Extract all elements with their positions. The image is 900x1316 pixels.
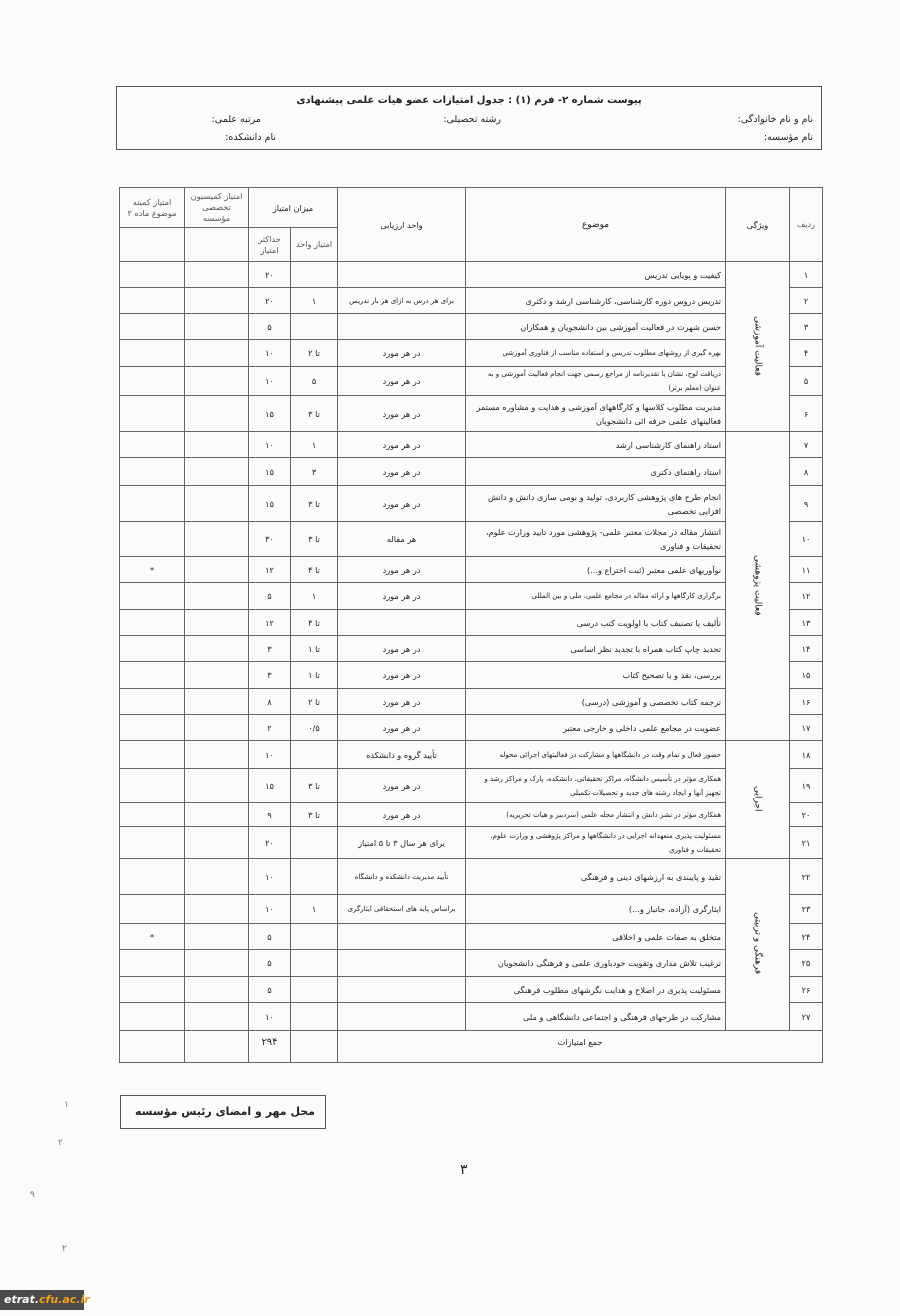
table-row xyxy=(120,950,823,977)
row-max-score: ۵ xyxy=(249,950,291,977)
row-max-score: ۱۵ xyxy=(249,769,291,803)
header-evaluation-unit: واحد ارزیابی xyxy=(338,188,466,262)
row-max-score: ۱۰ xyxy=(249,741,291,769)
row-article2-score[interactable] xyxy=(120,977,185,1003)
table-row xyxy=(120,367,823,396)
row-article2-score[interactable] xyxy=(120,1003,185,1031)
row-article2-score[interactable]: * xyxy=(120,924,185,950)
row-number: ۹ xyxy=(790,486,823,522)
row-unit: در هر مورد xyxy=(338,367,466,396)
row-unit-score: تا ۲ xyxy=(291,340,338,367)
watermark-suffix: cfu.ac.ir xyxy=(39,1293,90,1306)
row-number: ۲۷ xyxy=(790,1003,823,1031)
table-row xyxy=(120,662,823,689)
header-article2-committee: امتیاز کمیته موضوع ماده ۲ xyxy=(120,188,185,228)
category-educational: فعالیت آموزشی xyxy=(726,262,790,432)
row-committee-score[interactable] xyxy=(185,924,249,950)
row-topic: متخلق به صفات علمی و اخلاقی xyxy=(466,924,726,950)
category-executive: اجرایی xyxy=(726,741,790,859)
row-max-score: ۲۰ xyxy=(249,262,291,288)
row-unit-score: تا ۱ xyxy=(291,636,338,662)
row-committee-score[interactable] xyxy=(185,950,249,977)
row-topic: تجدید چاپ کتاب همراه با تجدید نظر اساسی xyxy=(466,636,726,662)
academic-rank-field: مرتبه علمی: xyxy=(211,114,261,125)
table-row xyxy=(120,486,823,522)
row-article2-score[interactable] xyxy=(120,486,185,522)
row-topic: مسئولیت پذیری متعهدانه اجرایی در دانشگاهها و مراکز پژوهشی و وزارت علوم، تحقیقات و فناوری xyxy=(466,827,726,859)
row-max-score: ۱۰ xyxy=(249,859,291,895)
row-number: ۱ xyxy=(790,262,823,288)
row-unit-score: تا ۴ xyxy=(291,610,338,636)
row-article2-score[interactable] xyxy=(120,340,185,367)
row-max-score: ۳۰ xyxy=(249,522,291,557)
row-committee-score[interactable] xyxy=(185,827,249,859)
total-row xyxy=(120,1031,823,1063)
row-committee-score[interactable] xyxy=(185,557,249,583)
row-article2-score[interactable] xyxy=(120,522,185,557)
margin-mark: ۹ xyxy=(30,1190,35,1200)
row-topic: تقید و پایبندی به ارزشهای دینی و فرهنگی xyxy=(466,859,726,895)
row-number: ۱۸ xyxy=(790,741,823,769)
row-unit-score: ۱ xyxy=(291,432,338,458)
row-number: ۷ xyxy=(790,432,823,458)
row-number: ۲ xyxy=(790,288,823,314)
row-unit: هر مقاله xyxy=(338,522,466,557)
category-research: فعالیت پژوهشی xyxy=(726,432,790,741)
row-max-score: ۱۰ xyxy=(249,367,291,396)
row-unit xyxy=(338,924,466,950)
row-unit-score xyxy=(291,977,338,1003)
row-number: ۱۷ xyxy=(790,715,823,741)
row-committee-score[interactable] xyxy=(185,262,249,288)
row-number: ۳ xyxy=(790,314,823,340)
table-row xyxy=(120,636,823,662)
table-row xyxy=(120,583,823,610)
row-article2-score[interactable] xyxy=(120,432,185,458)
header-topic: موضوع xyxy=(466,188,726,262)
row-article2-score[interactable] xyxy=(120,689,185,715)
table-row xyxy=(120,715,823,741)
row-unit-score xyxy=(291,924,338,950)
table-row xyxy=(120,458,823,486)
row-max-score: ۲۰ xyxy=(249,827,291,859)
row-committee-score[interactable] xyxy=(185,689,249,715)
row-number: ۲۰ xyxy=(790,803,823,827)
row-unit xyxy=(338,977,466,1003)
row-committee-score[interactable] xyxy=(185,636,249,662)
row-article2-score[interactable] xyxy=(120,662,185,689)
row-article2-score[interactable]: * xyxy=(120,557,185,583)
row-unit: در هر مورد xyxy=(338,432,466,458)
table-row xyxy=(120,924,823,950)
row-unit xyxy=(338,1003,466,1031)
row-unit: در هر مورد xyxy=(338,458,466,486)
table-row xyxy=(120,522,823,557)
row-topic: مسئولیت پذیری در اصلاح و هدایت نگرشهای مطلوب فرهنگی xyxy=(466,977,726,1003)
row-max-score: ۳ xyxy=(249,636,291,662)
row-topic: بررسی، نقد و یا تصحیح کتاب xyxy=(466,662,726,689)
row-committee-score[interactable] xyxy=(185,583,249,610)
row-topic: برگزاری کارگاهها و ارائه مقاله در مجامع علمی، ملی و بین المللی xyxy=(466,583,726,610)
row-max-score: ۳ xyxy=(249,662,291,689)
row-topic: استاد راهنمای دکتری xyxy=(466,458,726,486)
row-committee-score[interactable] xyxy=(185,458,249,486)
row-unit: در هر مورد xyxy=(338,583,466,610)
table-row xyxy=(120,689,823,715)
table-row xyxy=(120,340,823,367)
row-committee-score[interactable] xyxy=(185,314,249,340)
table-row xyxy=(120,432,823,458)
row-unit-score: تا ۳ xyxy=(291,396,338,432)
row-topic: ایثارگری (آزاده، جانباز و...) xyxy=(466,895,726,924)
row-unit: در هر مورد xyxy=(338,689,466,715)
row-topic: مشارکت در طرحهای فرهنگی و اجتماعی دانشگاهی و ملی xyxy=(466,1003,726,1031)
signature-box: محل مهر و امضای رئیس مؤسسه xyxy=(120,1095,326,1129)
row-unit-score: تا ۳ xyxy=(291,803,338,827)
row-max-score: ۵ xyxy=(249,924,291,950)
row-unit-score xyxy=(291,262,338,288)
row-unit-score xyxy=(291,1003,338,1031)
row-topic: نوآوریهای علمی معتبر (ثبت اختراع و...) xyxy=(466,557,726,583)
row-unit-score xyxy=(291,741,338,769)
row-topic: استاد راهنمای کارشناسی ارشد xyxy=(466,432,726,458)
row-committee-score[interactable] xyxy=(185,662,249,689)
row-unit-score: تا ۳ xyxy=(291,486,338,522)
row-unit-score: ۵ xyxy=(291,367,338,396)
row-unit xyxy=(338,610,466,636)
row-unit-score xyxy=(291,950,338,977)
total-article2-score[interactable] xyxy=(120,1031,185,1063)
row-unit: برای هر سال ۳ تا ۵ امتیاز xyxy=(338,827,466,859)
row-committee-score[interactable] xyxy=(185,610,249,636)
row-topic: همکاری مؤثر در تأسیس دانشگاه، مراکز تحقیقاتی، دانشکده، پارک و مراکز رشد و تجهیز آنها و ایجاد رشته های جدید و تحصیلات تکمیلی xyxy=(466,769,726,803)
table-row xyxy=(120,1003,823,1031)
table-row xyxy=(120,288,823,314)
category-cultural: فرهنگی و تربیتی xyxy=(726,859,790,1031)
row-committee-score[interactable] xyxy=(185,396,249,432)
row-max-score: ۱۵ xyxy=(249,396,291,432)
row-max-score: ۱۵ xyxy=(249,458,291,486)
row-unit: در هر مورد xyxy=(338,803,466,827)
row-article2-score[interactable] xyxy=(120,803,185,827)
row-unit-score: ۳ xyxy=(291,458,338,486)
table-row xyxy=(120,314,823,340)
header-empty xyxy=(120,228,185,262)
row-article2-score[interactable] xyxy=(120,610,185,636)
row-committee-score[interactable] xyxy=(185,895,249,924)
row-max-score: ۱۰ xyxy=(249,1003,291,1031)
row-unit: برای هر درس به ازای هر بار تدریس xyxy=(338,288,466,314)
row-number: ۱۵ xyxy=(790,662,823,689)
row-committee-score[interactable] xyxy=(185,340,249,367)
row-committee-score[interactable] xyxy=(185,977,249,1003)
row-unit: در هر مورد xyxy=(338,636,466,662)
row-committee-score[interactable] xyxy=(185,288,249,314)
row-max-score: ۲۰ xyxy=(249,288,291,314)
header-max-score: حداکثر امتیاز xyxy=(249,228,291,262)
row-article2-score[interactable] xyxy=(120,950,185,977)
table-row xyxy=(120,262,823,288)
table-row xyxy=(120,803,823,827)
row-unit: در هر مورد xyxy=(338,769,466,803)
row-number: ۱۲ xyxy=(790,583,823,610)
row-topic: ترغیب تلاش مداری وتقویت خودباوری علمی و فرهنگی دانشجویان xyxy=(466,950,726,977)
row-number: ۲۲ xyxy=(790,859,823,895)
row-topic: کیفیت و پویایی تدریس xyxy=(466,262,726,288)
table-row xyxy=(120,769,823,803)
table-row xyxy=(120,557,823,583)
row-unit: در هر مورد xyxy=(338,486,466,522)
row-topic: بهره گیری از روشهای مطلوب تدریس و استفاده مناسب از فناوری آموزشی xyxy=(466,340,726,367)
row-committee-score[interactable] xyxy=(185,432,249,458)
row-article2-score[interactable] xyxy=(120,396,185,432)
row-unit-score: ۱ xyxy=(291,288,338,314)
table-row xyxy=(120,977,823,1003)
row-max-score: ۵ xyxy=(249,977,291,1003)
row-unit-score xyxy=(291,859,338,895)
row-number: ۱۱ xyxy=(790,557,823,583)
row-unit-score: تا ۲ xyxy=(291,689,338,715)
row-max-score: ۱۰ xyxy=(249,432,291,458)
header-unit-score: امتیاز واحد xyxy=(291,228,338,262)
margin-mark: ۲ xyxy=(62,1244,67,1254)
header-empty xyxy=(185,228,249,262)
row-unit: تأیید گروه و دانشکده xyxy=(338,741,466,769)
row-article2-score[interactable] xyxy=(120,367,185,396)
row-article2-score[interactable] xyxy=(120,583,185,610)
row-committee-score[interactable] xyxy=(185,486,249,522)
row-topic: مدیریت مطلوب کلاسها و کارگاههای آموزشی و هدایت و مشاوره مستمر فعالیتهای علمی حرفه ائی دانشجویان xyxy=(466,396,726,432)
total-unit-empty xyxy=(291,1031,338,1063)
row-max-score: ۱۰ xyxy=(249,895,291,924)
header-score-amount: میزان امتیاز xyxy=(249,188,338,228)
header-specialized-committee: امتیاز کمیسیون تخصصی مؤسسه xyxy=(185,188,249,228)
total-label: جمع امتیازات xyxy=(338,1031,823,1063)
total-max-score: ۲۹۴ xyxy=(249,1031,291,1063)
row-number: ۲۳ xyxy=(790,895,823,924)
row-committee-score[interactable] xyxy=(185,1003,249,1031)
row-unit-score: تا ۴ xyxy=(291,557,338,583)
row-max-score: ۹ xyxy=(249,803,291,827)
header-row-no: ردیف xyxy=(790,188,823,262)
row-unit-score: ۱ xyxy=(291,583,338,610)
row-topic: انجام طرح های پژوهشی کاربردی، تولید و بومی سازی دانش و دانش افزایی تخصصی xyxy=(466,486,726,522)
margin-mark: ۱ xyxy=(64,1100,69,1110)
row-article2-score[interactable] xyxy=(120,895,185,924)
scores-table xyxy=(119,187,823,1063)
row-max-score: ۱۲ xyxy=(249,610,291,636)
row-max-score: ۱۲ xyxy=(249,557,291,583)
table-row xyxy=(120,741,823,769)
table-row xyxy=(120,895,823,924)
row-unit-score xyxy=(291,827,338,859)
margin-mark: ۲ xyxy=(58,1138,63,1148)
row-unit-score: تا ۳ xyxy=(291,769,338,803)
row-max-score: ۸ xyxy=(249,689,291,715)
row-committee-score[interactable] xyxy=(185,803,249,827)
row-number: ۱۹ xyxy=(790,769,823,803)
table-row xyxy=(120,610,823,636)
row-number: ۱۳ xyxy=(790,610,823,636)
row-unit: در هر مورد xyxy=(338,557,466,583)
row-article2-score[interactable] xyxy=(120,741,185,769)
row-topic: همکاری مؤثر در نشر دانش و انتشار مجله علمی (سردبیر و هیات تحریریه) xyxy=(466,803,726,827)
field-of-study-field: رشته تحصیلی: xyxy=(443,114,501,125)
row-topic: انتشار مقاله در مجلات معتبر علمی- پژوهشی مورد تایید وزارت علوم، تحقیقات و فناوری xyxy=(466,522,726,557)
row-committee-score[interactable] xyxy=(185,769,249,803)
row-unit xyxy=(338,262,466,288)
row-article2-score[interactable] xyxy=(120,827,185,859)
row-max-score: ۵ xyxy=(249,314,291,340)
row-article2-score[interactable] xyxy=(120,715,185,741)
row-article2-score[interactable] xyxy=(120,458,185,486)
row-unit xyxy=(338,950,466,977)
row-number: ۲۵ xyxy=(790,950,823,977)
row-article2-score[interactable] xyxy=(120,262,185,288)
row-committee-score[interactable] xyxy=(185,741,249,769)
row-committee-score[interactable] xyxy=(185,715,249,741)
row-unit: در هر مورد xyxy=(338,396,466,432)
row-unit: در هر مورد xyxy=(338,715,466,741)
row-unit: تأیید مدیریت دانشکده و دانشگاه xyxy=(338,859,466,895)
row-topic: تدریس دروس دوره کارشناسی، کارشناسی ارشد و دکتری xyxy=(466,288,726,314)
row-article2-score[interactable] xyxy=(120,314,185,340)
row-unit: براساس پایه های استحقاقی ایثارگری xyxy=(338,895,466,924)
row-max-score: ۵ xyxy=(249,583,291,610)
table-row xyxy=(120,859,823,895)
row-unit-score: ۱ xyxy=(291,895,338,924)
row-number: ۱۴ xyxy=(790,636,823,662)
form-header xyxy=(116,86,822,150)
row-unit-score: تا ۳ xyxy=(291,522,338,557)
table-row xyxy=(120,827,823,859)
row-number: ۲۶ xyxy=(790,977,823,1003)
row-topic: دریافت لوح، نشان یا تقدیرنامه از مراجع رسمی جهت انجام فعالیت آموزشی و به عنوان (معلم برتر) xyxy=(466,367,726,396)
row-unit-score: ۰/۵ xyxy=(291,715,338,741)
institution-name-field: نام مؤسسه: xyxy=(763,132,813,143)
row-committee-score[interactable] xyxy=(185,367,249,396)
row-number: ۲۴ xyxy=(790,924,823,950)
row-topic: حضور فعال و تمام وقت در دانشگاهها و مشارکت در فعالیتهای اجرائی محوله xyxy=(466,741,726,769)
page-number: ۳ xyxy=(460,1162,468,1178)
row-max-score: ۱۰ xyxy=(249,340,291,367)
row-article2-score[interactable] xyxy=(120,859,185,895)
row-committee-score[interactable] xyxy=(185,859,249,895)
total-committee-score[interactable] xyxy=(185,1031,249,1063)
row-committee-score[interactable] xyxy=(185,522,249,557)
row-number: ۸ xyxy=(790,458,823,486)
row-number: ۴ xyxy=(790,340,823,367)
row-number: ۵ xyxy=(790,367,823,396)
row-topic: ترجمه کتاب تخصصی و آموزشی (درسی) xyxy=(466,689,726,715)
row-number: ۱۰ xyxy=(790,522,823,557)
row-number: ۱۶ xyxy=(790,689,823,715)
row-topic: تألیف یا تصنیف کتاب با اولویت کتب درسی xyxy=(466,610,726,636)
row-max-score: ۱۵ xyxy=(249,486,291,522)
row-unit-score xyxy=(291,314,338,340)
row-number: ۲۱ xyxy=(790,827,823,859)
table-row xyxy=(120,396,823,432)
row-topic: حسن شهرت در فعالیت آموزشی بین دانشجویان و همکاران xyxy=(466,314,726,340)
row-article2-score[interactable] xyxy=(120,636,185,662)
row-article2-score[interactable] xyxy=(120,769,185,803)
row-article2-score[interactable] xyxy=(120,288,185,314)
row-unit-score: تا ۱ xyxy=(291,662,338,689)
row-unit xyxy=(338,314,466,340)
header-feature: ویژگی xyxy=(726,188,790,262)
row-unit: در هر مورد xyxy=(338,662,466,689)
site-watermark xyxy=(0,1290,90,1310)
row-number: ۶ xyxy=(790,396,823,432)
row-unit: در هر مورد xyxy=(338,340,466,367)
full-name-field: نام و نام خانوادگی: xyxy=(737,114,813,125)
watermark-prefix: etrat. xyxy=(4,1293,40,1306)
row-max-score: ۲ xyxy=(249,715,291,741)
faculty-name-field: نام دانشکده: xyxy=(225,132,276,143)
row-topic: عضویت در مجامع علمی داخلی و خارجی معتبر xyxy=(466,715,726,741)
form-title: پیوست شماره ۲- فرم (۱) : جدول امتیازات عضو هیات علمی پیشنهادی xyxy=(296,95,642,106)
